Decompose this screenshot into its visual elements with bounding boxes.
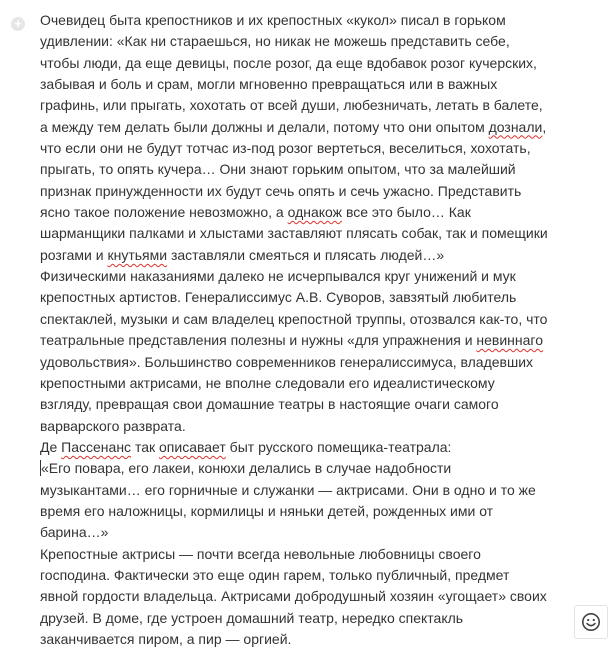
text-segment: время его наложницы, кормилицы и няньки детей, рожденных ими от (40, 502, 494, 519)
text-line (40, 522, 568, 543)
text-segment: заканчивается пиром, а пир — оргией. (40, 630, 292, 647)
misspelled-word: невиннаго (476, 332, 544, 349)
text-segment: все это было… Как (342, 204, 471, 221)
text-line (40, 181, 568, 202)
text-segment: шарманщики палками и хлыстами заставляют плясать собак, так и помещики (40, 225, 548, 242)
text-segment: а между тем делать были должны и делали, потому что они опытом (40, 118, 489, 135)
text-segment: театральные представления полезны и нужны «для упражнения и (40, 332, 477, 349)
text-segment: музыкантами… его горничные и служанки — актрисами. Они в одно и то же (40, 481, 536, 498)
text-line (40, 266, 568, 287)
text-line (40, 352, 568, 373)
text-segment: крепостными актрисами, не вполне следовали его идеалистическому (40, 374, 495, 391)
text-line (40, 31, 568, 52)
text-segment: забывая и боль и срам, могли мгновенно превращаться или в важных (40, 76, 498, 93)
text-line (40, 159, 568, 180)
misspelled-word: Пассенанс (61, 438, 132, 455)
text-line (40, 74, 568, 95)
text-line (40, 544, 568, 565)
text-segment: барина…» (40, 524, 109, 541)
text-line (40, 373, 568, 394)
text-segment: признак принужденности их будут сечь опять и сечь ужасно. Представить (40, 182, 522, 199)
text-line (40, 202, 568, 223)
misspelled-word: дознали (488, 118, 543, 135)
misspelled-word: описавает (159, 438, 226, 455)
text-line (40, 437, 568, 458)
text-segment: Физическими наказаниями далеко не исчерпывался круг унижений и мук (40, 268, 516, 285)
text-line (40, 138, 568, 159)
text-line (40, 223, 568, 244)
text-segment: Очевидец быта крепостников и их крепостных «кукол» писал в горьком (40, 12, 506, 28)
text-segment: розгами и (40, 246, 108, 263)
text-segment: прыгать, то опять кучера… Они знают горьким опытом, что за малейший (40, 161, 516, 178)
misspelled-word: кнутьями (107, 246, 168, 263)
add-block-plus-icon[interactable]: + (11, 17, 25, 31)
text-segment: графинь, или прыгать, хохотать от всей души, любезничать, летать в балете, (40, 97, 543, 114)
text-line (40, 501, 568, 522)
text-segment: крепостных артистов. Генералиссимус А.В. Суворов, завзятый любитель (40, 289, 517, 306)
text-segment: что если они не будут тотчас из-под розог вертеться, веселиться, хохотать, (40, 140, 531, 157)
text-segment: удовольствия». Большинство современников генералиссимуса, владевших (40, 353, 534, 370)
text-segment: , (542, 118, 547, 135)
misspelled-word: однакож (287, 204, 343, 221)
text-line (40, 458, 568, 479)
text-segment: друзей. В доме, где устроен домашний театр, нередко спектакль (40, 609, 464, 626)
text-line (40, 95, 568, 116)
text-line (40, 287, 568, 308)
text-segment: удивлении: «Как ни старaeшься, но никак не можешь представить себе, (40, 33, 510, 50)
text-segment: господина. Фактически это еще один гарем, только публичный, предмет (40, 566, 510, 583)
text-line (40, 629, 568, 650)
text-segment: Крепостные актрисы — почти всегда невольные любовницы своего (40, 545, 481, 562)
text-line (40, 394, 568, 415)
text-line (40, 480, 568, 501)
text-segment: явной гордости владельца. Актрисами добродушный хозяин «угощает» своих (40, 588, 547, 605)
text-line (40, 330, 568, 351)
text-segment: так (131, 438, 160, 455)
text-line (40, 117, 568, 138)
text-line (40, 53, 568, 74)
text-line (40, 309, 568, 330)
text-segment: Де (40, 438, 62, 455)
smiley-face-icon (581, 612, 601, 632)
text-line (40, 245, 568, 266)
text-line (40, 565, 568, 586)
text-segment: быт русского помещика-театрала: (225, 438, 452, 455)
text-line (40, 586, 568, 607)
text-line (40, 608, 568, 629)
text-segment: спектаклей, музыки и сам владелец крепостной труппы, отозвался как-то, что (40, 310, 548, 327)
emoji-button[interactable] (574, 605, 608, 639)
text-segment: ясно такое положение невозможно, а (40, 204, 288, 221)
text-segment: заставляли смеяться и плясать людей…» (167, 246, 445, 263)
text-line (40, 10, 568, 31)
text-line (40, 416, 568, 437)
article-text[interactable] (40, 10, 568, 650)
text-segment: варварского разврата. (40, 417, 186, 434)
text-segment: «Его повара, его лакеи, конюхи делались в случае надобности (41, 460, 452, 477)
text-segment: чтобы люди, да еще девицы, после розог, да еще вдобавок розог кучерских, (40, 54, 537, 71)
text-segment: взгляду, превращая свои домашние театры в настоящие очаги самого (40, 396, 499, 413)
